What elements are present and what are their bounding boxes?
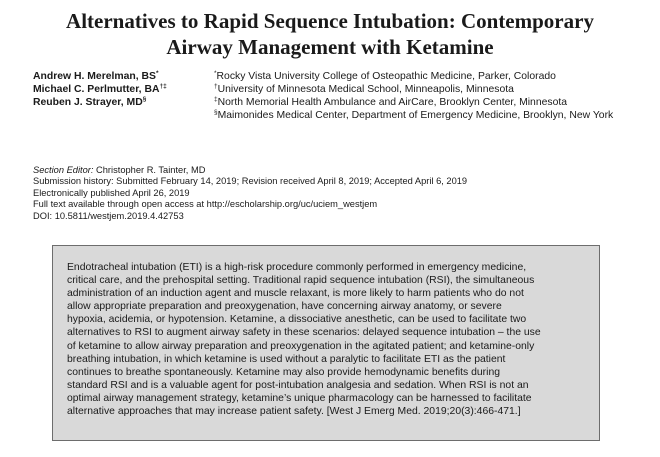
author-name: Michael C. Perlmutter, BA	[33, 84, 160, 95]
author-name: Andrew H. Merelman, BS	[33, 71, 156, 82]
affiliation-mark: ‡	[214, 96, 218, 103]
author	[33, 83, 167, 96]
doi: DOI: 10.5811/westjem.2019.4.42753	[33, 210, 184, 221]
author	[33, 96, 167, 109]
open-access-note: Full text available through open access at http://escholarship.org/uc/uciem_westjem	[33, 199, 378, 210]
section-editor	[33, 165, 467, 176]
affiliation	[214, 109, 613, 122]
title-line-2: Airway Management with Ketamine	[166, 35, 494, 59]
affiliation-text: University of Minnesota Medical School, Minneapolis, Minnesota	[217, 84, 514, 95]
abstract-text	[67, 261, 589, 418]
affiliation	[214, 70, 613, 83]
abstract-line: standard RSI and is a valuable agent for post-intubation analgesia and sedation. When RSI is not an	[67, 379, 529, 391]
abstract-line: hypoxia, acidemia, or hypotension. Ketamine, a dissociative anesthetic, can be used to facilitate two	[67, 314, 527, 326]
section-editor-name: Christopher R. Tainter, MD	[93, 165, 206, 175]
author-affiliation-mark: §	[142, 96, 147, 103]
abstract-line: of ketamine to allow airway preparation and preoxygenation in the agitated patient; and ketamine-only	[67, 340, 535, 352]
publication-date: Electronically published April 26, 2019	[33, 187, 190, 198]
abstract-line: alternatives to RSI to augment airway safety in these scenarios: delayed sequence intubation – the use	[67, 327, 541, 339]
author-affiliation-mark: †‡	[159, 83, 167, 90]
abstract-line: Endotracheal intubation (ETI) is a high-risk procedure commonly performed in emergency medicine,	[67, 262, 527, 273]
article-title	[0, 8, 660, 60]
affiliation	[214, 83, 613, 96]
affiliation-text: Maimonides Medical Center, Department of Emergency Medicine, Brooklyn, New York	[217, 110, 614, 121]
author-affiliation-mark: *	[155, 70, 159, 77]
abstract-line: critical care, and the prehospital setting. Traditional rapid sequence intubation (RSI), the simultaneous	[67, 275, 535, 287]
article-metadata	[33, 165, 467, 222]
author-list	[33, 70, 167, 109]
affiliation-text: North Memorial Health Ambulance and AirCare, Brooklyn Center, Minnesota	[217, 97, 568, 108]
author	[33, 70, 167, 83]
author-name: Reuben J. Strayer, MD	[33, 97, 143, 108]
submission-history: Submission history: Submitted February 14, 2019; Revision received April 8, 2019; Accepted April 6, 2019	[33, 176, 468, 187]
affiliation-text: Rocky Vista University College of Osteopathic Medicine, Parker, Colorado	[216, 71, 556, 82]
section-editor-label: Section Editor:	[33, 165, 94, 175]
abstract-line: continues to breathe spontaneously. Ketamine may also provide hemodynamic benefits during	[67, 366, 501, 378]
abstract-line: optimal airway management strategy, ketamine’s unique pharmacology can be harnessed to facilitate	[67, 392, 532, 404]
affiliation-list	[214, 70, 613, 122]
affiliation-mark: †	[214, 83, 218, 90]
abstract-line: alternative approaches that may increase patient safety. [West J Emerg Med. 2019;20(3):466-471.]	[67, 406, 521, 418]
abstract-line: breathing intubation, in which ketamine is used without a paralytic to facilitate ETI as the patient	[67, 353, 506, 365]
affiliation-mark: §	[214, 109, 218, 116]
affiliation-mark: *	[214, 70, 217, 77]
title-line-1: Alternatives to Rapid Sequence Intubation: Contemporary	[66, 9, 594, 33]
affiliation	[214, 96, 613, 109]
abstract-line: administration of an induction agent and muscle relaxant, is more likely to harm patients who do not	[67, 288, 524, 300]
abstract-box	[52, 245, 600, 441]
abstract-line: allow appropriate preparation and preoxygenation, have concerning airway anatomy, or severe	[67, 301, 502, 313]
